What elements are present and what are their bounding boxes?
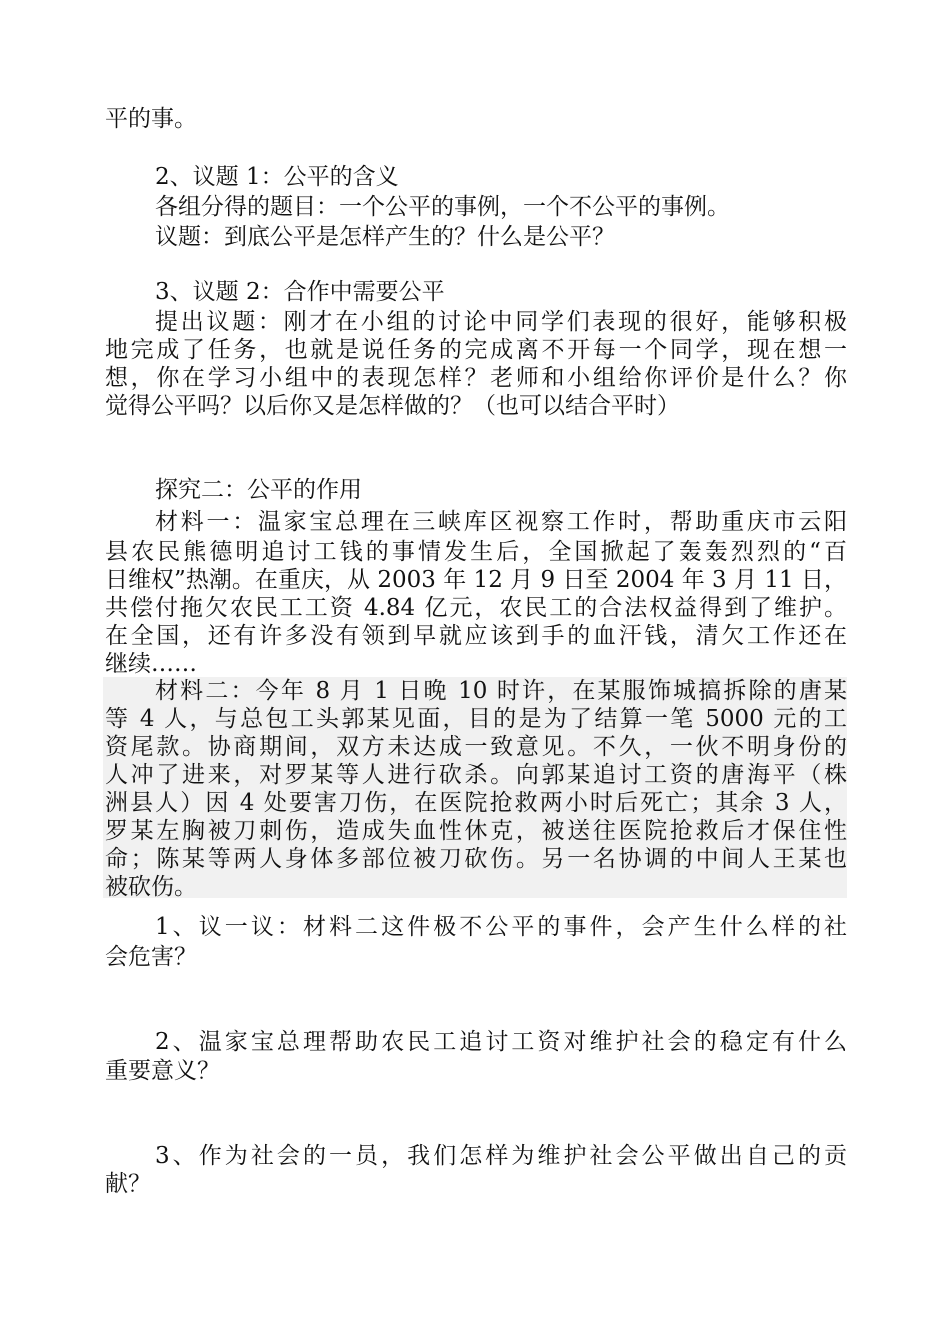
- material-two-text: 被砍伤。: [105, 874, 197, 900]
- text-line: 地完成了任务，也就是说任务的完成离不开每一个同学，现在想一: [105, 337, 847, 363]
- material-two-text: 命；陈某等两人身体多部位被刀砍伤。另一名协调的中间人王某也: [105, 846, 847, 872]
- question-3: 献？: [105, 1171, 151, 1197]
- material-one-text: 共偿付拖欠农民工工资 4.84 亿元，农民工的合法权益得到了维护。: [105, 595, 847, 621]
- question-1: 会危害？: [105, 944, 197, 970]
- question-3: 3、作为社会的一员，我们怎样为维护社会公平做出自己的贡: [155, 1143, 847, 1169]
- question-1: 1、议一议：材料二这件极不公平的事件，会产生什么样的社: [155, 914, 847, 940]
- material-two-text: 人冲了进来，对罗某等人进行砍杀。向郭某追讨工资的唐海平（株: [105, 762, 847, 788]
- material-one-text: 日维权”热潮。在重庆，从 2003 年 12 月 9 日至 2004 年 3 月 11 日，: [105, 567, 847, 593]
- material-one-text: 在全国，还有许多没有领到早就应该到手的血汗钱，清欠工作还在: [105, 623, 847, 649]
- text-line: 提出议题：刚才在小组的讨论中同学们表现的很好，能够积极: [155, 309, 847, 335]
- topic-1-heading: 2、议题 1：公平的含义: [155, 164, 399, 190]
- material-two-text: 材料二：今年 8 月 1 日晚 10 时许，在某服饰城搞拆除的唐某: [155, 678, 847, 704]
- question-2: 重要意义？: [105, 1058, 220, 1084]
- question-2: 2、温家宝总理帮助农民工追讨工资对维护社会的稳定有什么: [155, 1029, 847, 1055]
- text-line: 议题：到底公平是怎样产生的？什么是公平？: [155, 224, 615, 250]
- material-two-text: 资尾款。协商期间，双方未达成一致意见。不久，一伙不明身份的: [105, 734, 847, 760]
- material-two-text: 等 4 人，与总包工头郭某见面，目的是为了结算一笔 5000 元的工: [105, 706, 847, 732]
- section-heading-explore-two: 探究二：公平的作用: [155, 477, 362, 503]
- material-two-text: 罗某左胸被刀刺伤，造成失血性休克，被送往医院抢救后才保住性: [105, 818, 847, 844]
- material-two-text: 洲县人）因 4 处要害刀伤，在医院抢救两小时后死亡；其余 3 人，: [105, 790, 847, 816]
- topic-2-heading: 3、议题 2：合作中需要公平: [155, 279, 445, 305]
- text-line: 各组分得的题目：一个公平的事例，一个不公平的事例。: [155, 194, 730, 220]
- material-one-text: 继续……: [105, 651, 197, 677]
- text-line: 觉得公平吗？以后你又是怎样做的？（也可以结合平时）: [105, 393, 680, 419]
- material-one-text: 县农民熊德明追讨工钱的事情发生后，全国掀起了轰轰烈烈的“百: [105, 539, 847, 565]
- text-line: 想，你在学习小组中的表现怎样？老师和小组给你评价是什么？你: [105, 365, 847, 391]
- material-one-text: 材料一：温家宝总理在三峡库区视察工作时，帮助重庆市云阳: [155, 509, 847, 535]
- text-line: 平的事。: [105, 106, 197, 132]
